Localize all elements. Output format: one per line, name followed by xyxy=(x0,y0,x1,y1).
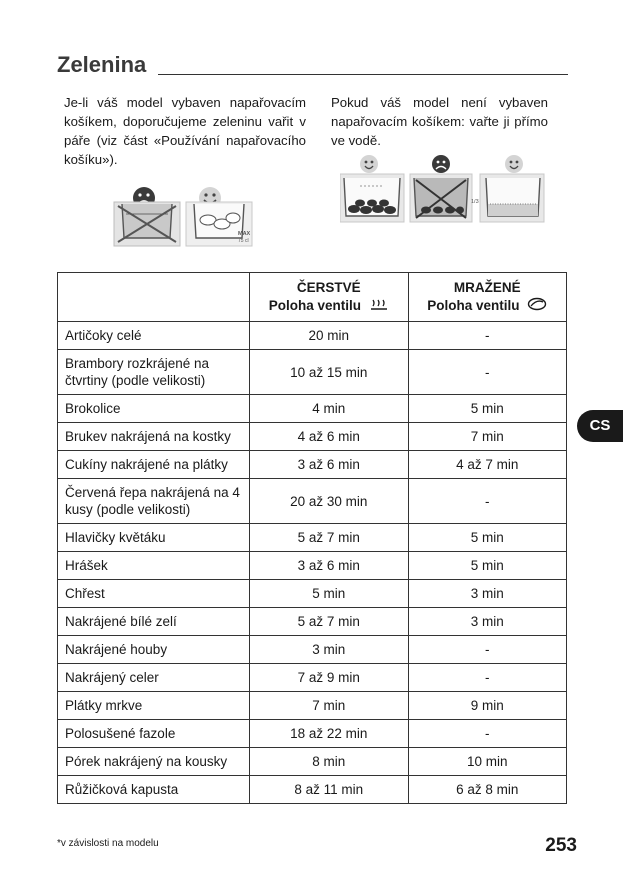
frozen-time-cell: 5 min xyxy=(408,552,567,580)
frozen-time-cell: 5 min xyxy=(408,524,567,552)
table-header-row xyxy=(58,273,567,322)
frozen-time-cell: - xyxy=(408,636,567,664)
vegetable-name-cell: Pórek nakrájený na kousky xyxy=(58,748,250,776)
fresh-time-cell: 4 až 6 min xyxy=(250,423,409,451)
frozen-time-cell: 9 min xyxy=(408,692,567,720)
pot-food-icon xyxy=(340,174,404,222)
vegetable-name-cell: Červená řepa nakrájená na 4 kusy (podle velikosti) xyxy=(58,479,250,524)
frozen-time-cell: 6 až 8 min xyxy=(408,776,567,804)
title-rule xyxy=(158,74,568,75)
frozen-time-cell: - xyxy=(408,322,567,350)
header-fresh-title: ČERSTVÉ xyxy=(296,279,361,295)
header-frozen-valve: Poloha ventilu xyxy=(427,297,520,313)
table-row xyxy=(58,608,567,636)
frozen-time-cell: 5 min xyxy=(408,395,567,423)
volume-label: 75 cl xyxy=(238,238,249,244)
language-tab: CS xyxy=(577,410,623,442)
fresh-time-cell: 3 až 6 min xyxy=(250,451,409,479)
header-frozen xyxy=(408,273,567,322)
table-row xyxy=(58,580,567,608)
fresh-time-cell: 3 min xyxy=(250,636,409,664)
vegetable-name-cell: Cukíny nakrájené na plátky xyxy=(58,451,250,479)
vegetable-name-cell: Brambory rozkrájené na čtvrtiny (podle velikosti) xyxy=(58,350,250,395)
frozen-time-cell: 7 min xyxy=(408,423,567,451)
steam-fresh-icon xyxy=(369,297,389,316)
vegetable-name-cell: Nakrájený celer xyxy=(58,664,250,692)
vegetable-name-cell: Brokolice xyxy=(58,395,250,423)
cooking-times-table xyxy=(57,272,567,804)
pot-water-icon xyxy=(480,174,544,222)
page-number: 253 xyxy=(545,835,577,856)
vegetable-name-cell: Polosušené fazole xyxy=(58,720,250,748)
header-empty xyxy=(58,273,250,322)
vegetable-name-cell: Artičoky celé xyxy=(58,322,250,350)
fresh-time-cell: 5 až 7 min xyxy=(250,524,409,552)
fresh-time-cell: 20 až 30 min xyxy=(250,479,409,524)
vegetable-name-cell: Brukev nakrájená na kostky xyxy=(58,423,250,451)
table-row xyxy=(58,479,567,524)
vegetable-name-cell: Hlavičky květáku xyxy=(58,524,250,552)
frozen-time-cell: 4 až 7 min xyxy=(408,451,567,479)
max-label: MAX xyxy=(238,231,251,237)
fresh-time-cell: 4 min xyxy=(250,395,409,423)
table-row xyxy=(58,664,567,692)
frozen-time-cell: - xyxy=(408,350,567,395)
vegetable-name-cell: Růžičková kapusta xyxy=(58,776,250,804)
sad-face-icon xyxy=(432,155,450,173)
table-row xyxy=(58,776,567,804)
fresh-time-cell: 3 až 6 min xyxy=(250,552,409,580)
pot-wrong-icon xyxy=(410,174,472,222)
vegetable-name-cell: Nakrájené houby xyxy=(58,636,250,664)
table-row xyxy=(58,552,567,580)
footnote: *v závislosti na modelu xyxy=(57,838,159,849)
direct-water-illustration xyxy=(340,154,545,226)
fresh-time-cell: 8 až 11 min xyxy=(250,776,409,804)
vegetable-name-cell: Hrášek xyxy=(58,552,250,580)
fresh-time-cell: 10 až 15 min xyxy=(250,350,409,395)
frozen-time-cell: - xyxy=(408,479,567,524)
vegetable-name-cell: Chřest xyxy=(58,580,250,608)
happy-face-icon xyxy=(505,155,523,173)
table-row xyxy=(58,636,567,664)
frozen-time-cell: - xyxy=(408,720,567,748)
table-row xyxy=(58,692,567,720)
fresh-time-cell: 7 až 9 min xyxy=(250,664,409,692)
section-title: Zelenina xyxy=(57,52,147,77)
table-row xyxy=(58,748,567,776)
header-fresh xyxy=(250,273,409,322)
fresh-time-cell: 7 min xyxy=(250,692,409,720)
pot-wrong-icon xyxy=(114,202,180,246)
frozen-time-cell: 10 min xyxy=(408,748,567,776)
steam-basket-illustration xyxy=(112,184,257,248)
table-row xyxy=(58,524,567,552)
fresh-time-cell: 5 min xyxy=(250,580,409,608)
intro-right-text: Pokud váš model není vybaven napařovacím košíkem: vařte ji přímo ve vodě. xyxy=(331,95,548,148)
frozen-icon xyxy=(527,297,547,316)
fresh-time-cell: 18 až 22 min xyxy=(250,720,409,748)
happy-face-icon xyxy=(360,155,378,173)
intro-left-text: Je-li váš model vybaven napařovacím košíkem, doporučujeme zeleninu vařit v páře (viz část «Používání napařovacího košíku»). xyxy=(64,95,306,167)
frozen-time-cell: 3 min xyxy=(408,608,567,636)
fresh-time-cell: 5 až 7 min xyxy=(250,608,409,636)
fresh-time-cell: 8 min xyxy=(250,748,409,776)
frozen-time-cell: - xyxy=(408,664,567,692)
table-row xyxy=(58,451,567,479)
table-row xyxy=(58,350,567,395)
table-row xyxy=(58,395,567,423)
table-row xyxy=(58,720,567,748)
header-frozen-title: MRAŽENÉ xyxy=(453,279,521,295)
vegetable-name-cell: Nakrájené bílé zelí xyxy=(58,608,250,636)
frozen-time-cell: 3 min xyxy=(408,580,567,608)
header-fresh-valve: Poloha ventilu xyxy=(268,297,361,313)
fresh-time-cell: 20 min xyxy=(250,322,409,350)
fraction-label: 1/3 xyxy=(471,199,479,205)
table-row xyxy=(58,322,567,350)
vegetable-name-cell: Plátky mrkve xyxy=(58,692,250,720)
table-row xyxy=(58,423,567,451)
